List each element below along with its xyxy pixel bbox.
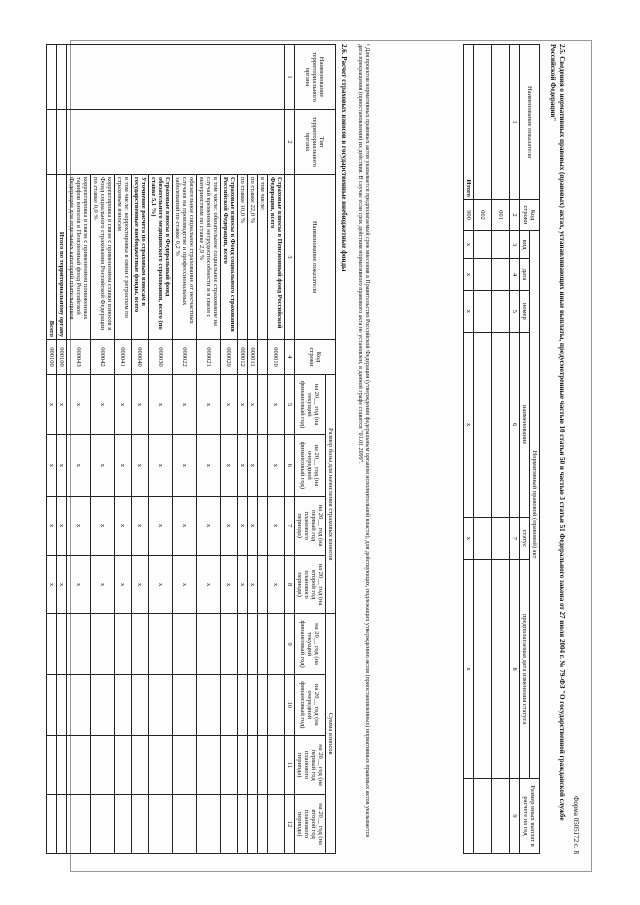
col-num: 4 bbox=[510, 259, 520, 291]
base-cell: x bbox=[149, 555, 173, 614]
base-cell: x bbox=[268, 435, 285, 496]
total-label: Итого bbox=[464, 45, 474, 200]
base-cell: x bbox=[67, 496, 91, 555]
territorial-body-cell bbox=[67, 45, 285, 110]
row-indicator: в том числе: корректировка в связи с ретроспом по страховым взносам bbox=[115, 175, 132, 340]
base-cell: x bbox=[173, 375, 197, 435]
base-cell: x bbox=[268, 375, 285, 435]
col-num: 12 bbox=[285, 795, 295, 854]
sum-cell bbox=[115, 674, 132, 735]
base-cell: x bbox=[91, 375, 115, 435]
row-indicator: по ставке 22,0 % bbox=[248, 175, 258, 340]
sum-cell bbox=[248, 736, 258, 795]
footnote: ¹ Для проектов нормативных правовых актов указывается предполагаемый срок внесения в Правительство Российской Федерации (утверждения федеральным органом исполнительной власти), для действующих, подлежащих утверждению актов (приостановленных) нормативных правовых актов указывается дата прекращения (приостановления) их действия. В случае если срок действия нормативного правового акта не установлен, в данной графе ставится "01.01.2099". bbox=[356, 44, 370, 838]
base-cell: x bbox=[221, 555, 238, 614]
sum-cell bbox=[115, 614, 132, 674]
sum-cell bbox=[268, 674, 285, 735]
section-2-6-heading: 2.6. Расчет страховых взносов в государственные внебюджетные фонды bbox=[340, 44, 348, 272]
col-kind: вид bbox=[520, 231, 530, 259]
base-cell: x bbox=[173, 496, 197, 555]
base-cell: x bbox=[221, 375, 238, 435]
col-num: 2 bbox=[510, 200, 520, 231]
sum-cell bbox=[115, 795, 132, 854]
base-cell: x bbox=[67, 375, 91, 435]
row-code: 000042 bbox=[91, 340, 115, 375]
col-legal-act: Нормативный правовой (правовой) акт bbox=[530, 231, 540, 779]
base-cell: x bbox=[67, 555, 91, 614]
base-cell: x bbox=[238, 435, 248, 496]
row-code: 002 bbox=[474, 200, 492, 231]
base-cell: x bbox=[238, 555, 248, 614]
col-num: 3 bbox=[285, 175, 295, 340]
sum-cell bbox=[173, 674, 197, 735]
row-indicator: по ставке 10,0 % bbox=[238, 175, 248, 340]
sum-cell bbox=[132, 614, 149, 674]
grand-total-code: 900100 bbox=[47, 340, 57, 375]
row-code: 000043 bbox=[67, 340, 91, 375]
sum-cell bbox=[67, 674, 91, 735]
base-cell: x bbox=[115, 375, 132, 435]
col-year: на 20__ год (на первый год планового периода) bbox=[295, 736, 326, 795]
col-territorial-body: Наименование территориального органа bbox=[295, 45, 336, 110]
sum-cell bbox=[197, 736, 221, 795]
row-indicator: Страховые взносы в Фонд социального страхования Российской Федерации, всего bbox=[221, 175, 238, 340]
other-payments-table bbox=[463, 44, 540, 854]
row-code: 000010 bbox=[268, 340, 285, 375]
col-year: на 20__ год (на текущий финансовый год) bbox=[295, 614, 326, 674]
sum-cell bbox=[258, 674, 268, 735]
col-num: 11 bbox=[285, 736, 295, 795]
base-cell: x bbox=[132, 435, 149, 496]
col-sum: Сумма взносов bbox=[326, 614, 336, 854]
base-cell: x bbox=[221, 496, 238, 555]
col-year: на 20__ год (на второй год планового периода) bbox=[295, 555, 326, 614]
base-cell: x bbox=[149, 435, 173, 496]
sum-cell bbox=[132, 674, 149, 735]
sum-cell bbox=[115, 736, 132, 795]
base-cell: x bbox=[197, 496, 221, 555]
row-code bbox=[258, 340, 268, 375]
base-cell: x bbox=[248, 375, 258, 435]
base-cell: x bbox=[132, 375, 149, 435]
sum-cell bbox=[248, 674, 258, 735]
sum-cell bbox=[268, 795, 285, 854]
base-cell: x bbox=[197, 375, 221, 435]
col-name: наименование bbox=[520, 332, 530, 517]
col-num: 10 bbox=[285, 674, 295, 735]
col-num: 2 bbox=[285, 110, 295, 175]
sum-cell bbox=[268, 614, 285, 674]
col-num: 8 bbox=[285, 555, 295, 614]
sum-cell bbox=[238, 614, 248, 674]
col-num: 8 bbox=[510, 560, 520, 779]
row-code: 001 bbox=[492, 200, 510, 231]
col-status: статус bbox=[520, 517, 530, 560]
sum-cell bbox=[91, 795, 115, 854]
col-code: Код строки bbox=[520, 200, 540, 231]
col-num: 5 bbox=[285, 375, 295, 435]
base-cell: x bbox=[173, 555, 197, 614]
base-cell: x bbox=[221, 435, 238, 496]
sum-cell bbox=[258, 795, 268, 854]
row-indicator: Уточнение расчета по страховым взносам в государственные внебюджетные фонды, всего bbox=[132, 175, 149, 340]
col-num: 1 bbox=[510, 45, 520, 200]
subtotal-label: Итого по территориальному органу bbox=[57, 175, 67, 340]
row-indicator: обязательное социальное страхование от несчастных случаев на производстве и профессиональных заболеваний по ставке 0,2 % bbox=[173, 175, 197, 340]
base-cell: x bbox=[248, 555, 258, 614]
sum-cell bbox=[173, 795, 197, 854]
sum-cell bbox=[221, 736, 238, 795]
sum-cell bbox=[248, 795, 258, 854]
sum-cell bbox=[197, 795, 221, 854]
sum-cell bbox=[149, 736, 173, 795]
body-type-cell bbox=[67, 110, 285, 175]
sum-cell bbox=[173, 614, 197, 674]
rotated-form-content bbox=[48, 40, 580, 860]
insurance-contributions-table bbox=[46, 44, 336, 854]
row-indicator: Страховые взносы в Пенсионный фонд Российской Федерации, всего bbox=[268, 175, 285, 340]
row-code: 000020 bbox=[221, 340, 238, 375]
row-indicator: корректировка в связи с применением ставки взносов в Фонд социального страхования Российской Федерации по ставке 0,0 % bbox=[91, 175, 115, 340]
sum-cell bbox=[173, 736, 197, 795]
sum-cell bbox=[197, 614, 221, 674]
col-indicator: Наименование показателя bbox=[295, 175, 336, 340]
row-code: 000011 bbox=[248, 340, 258, 375]
row-indicator: корректировка в связи с применением пониженных тарифов взносов в Пенсионный фонд Российской Федерации для отдельных категорий плательщиков bbox=[67, 175, 91, 340]
sum-cell bbox=[221, 795, 238, 854]
sum-cell bbox=[67, 795, 91, 854]
sum-cell bbox=[268, 736, 285, 795]
sum-cell bbox=[197, 674, 221, 735]
sum-cell bbox=[238, 795, 248, 854]
base-cell: x bbox=[149, 496, 173, 555]
sum-cell bbox=[91, 614, 115, 674]
row-code: 000022 bbox=[173, 340, 197, 375]
form-code: Форма 0505172 с. 8 bbox=[572, 795, 580, 854]
sum-cell bbox=[258, 614, 268, 674]
subtotal-row: Итого по территориальному органу 000100 x x x x bbox=[57, 45, 67, 854]
col-date: дата bbox=[520, 259, 530, 291]
subtotal-code: 000100 bbox=[57, 340, 67, 375]
grand-total-row: Всего 900100 x x x x bbox=[47, 45, 57, 854]
col-status-date: предполагаемая дата изменения статуса bbox=[520, 560, 530, 779]
sum-cell bbox=[132, 736, 149, 795]
col-year: на 20__ год (на второй год планового периода) bbox=[295, 795, 326, 854]
total-row: Итого 900 x x x x x x bbox=[464, 45, 474, 854]
col-num: 7 bbox=[285, 496, 295, 555]
base-cell bbox=[258, 496, 268, 555]
base-cell: x bbox=[67, 435, 91, 496]
base-cell: x bbox=[115, 435, 132, 496]
row-indicator: в том числе: обязательное социальное страхование на случай временной нетрудоспособности и в связи с материнством по ставке 2,9 % bbox=[197, 175, 221, 340]
total-code: 900 bbox=[464, 200, 474, 231]
base-cell: x bbox=[115, 496, 132, 555]
sum-cell bbox=[132, 795, 149, 854]
col-year: на 20__ год (на очередной финансовый год) bbox=[295, 674, 326, 735]
base-cell bbox=[258, 375, 268, 435]
col-num: 6 bbox=[285, 435, 295, 496]
col-year: на 20__ год (на первый год планового периода) bbox=[295, 496, 326, 555]
base-cell: x bbox=[115, 555, 132, 614]
base-cell bbox=[258, 435, 268, 496]
base-cell: x bbox=[197, 435, 221, 496]
col-base: Размер базы для начисления страховых взносов bbox=[326, 375, 336, 614]
col-number: номер bbox=[520, 291, 530, 332]
row-code: 000012 bbox=[238, 340, 248, 375]
col-num: 4 bbox=[285, 340, 295, 375]
base-cell: x bbox=[173, 435, 197, 496]
row-code: 000021 bbox=[197, 340, 221, 375]
col-code: Код строки bbox=[295, 340, 336, 375]
row-code: 000030 bbox=[149, 340, 173, 375]
row-code: 000040 bbox=[132, 340, 149, 375]
row-indicator: в том числе: bbox=[258, 175, 268, 340]
base-cell: x bbox=[91, 435, 115, 496]
sum-cell bbox=[149, 614, 173, 674]
col-num: 3 bbox=[510, 231, 520, 259]
section-2-5-heading: 2.5. Сведения о нормативных правовых (правовых) актах, устанавливающих иные выплаты, предусмотренные частью 10 статьи 50 и частью 3 статьи 51 Федерального закона от 27 июля 2004 г. № 79-ФЗ "О государственной гражданской службе Российской Федерации" bbox=[549, 44, 566, 821]
sum-cell bbox=[258, 736, 268, 795]
col-num: 7 bbox=[510, 517, 520, 560]
sum-cell bbox=[67, 614, 91, 674]
base-cell: x bbox=[268, 555, 285, 614]
sum-cell bbox=[91, 674, 115, 735]
base-cell: x bbox=[238, 375, 248, 435]
insurance-rows bbox=[67, 45, 285, 854]
sum-cell bbox=[149, 795, 173, 854]
base-cell bbox=[258, 555, 268, 614]
grand-total-label: Всего bbox=[47, 175, 57, 340]
base-cell: x bbox=[248, 496, 258, 555]
sum-cell bbox=[238, 736, 248, 795]
table-row bbox=[474, 45, 492, 854]
base-cell: x bbox=[268, 496, 285, 555]
sum-cell bbox=[149, 674, 173, 735]
col-num: 5 bbox=[510, 291, 520, 332]
sum-cell bbox=[91, 736, 115, 795]
base-cell: x bbox=[248, 435, 258, 496]
col-num: 9 bbox=[510, 779, 520, 854]
col-num: 9 bbox=[285, 614, 295, 674]
row-code: 000041 bbox=[115, 340, 132, 375]
table-row bbox=[492, 45, 510, 854]
sum-cell bbox=[221, 614, 238, 674]
col-num: 1 bbox=[285, 45, 295, 110]
col-amount: Размер иных выплат в расчете на год bbox=[520, 779, 540, 854]
col-year: на 20__ год (на текущий финансовый год) bbox=[295, 375, 326, 435]
sum-cell bbox=[67, 736, 91, 795]
sum-cell bbox=[248, 614, 258, 674]
base-cell: x bbox=[149, 375, 173, 435]
sum-cell bbox=[221, 674, 238, 735]
base-cell: x bbox=[132, 496, 149, 555]
row-indicator: Страховые взносы в Федеральный фонд обязательного медицинского страхования, всего (по ставке 5,1 %) bbox=[149, 175, 173, 340]
base-cell: x bbox=[91, 555, 115, 614]
col-year: на 20__ год (на очередной финансовый год) bbox=[295, 435, 326, 496]
base-cell: x bbox=[238, 496, 248, 555]
sum-cell bbox=[238, 674, 248, 735]
col-num: 6 bbox=[510, 332, 520, 517]
base-cell: x bbox=[91, 496, 115, 555]
base-cell: x bbox=[132, 555, 149, 614]
base-cell: x bbox=[197, 555, 221, 614]
col-body-type: Тип территориального органа bbox=[295, 110, 336, 175]
col-indicator: Наименование показателя bbox=[520, 45, 540, 200]
table-row bbox=[268, 45, 285, 854]
